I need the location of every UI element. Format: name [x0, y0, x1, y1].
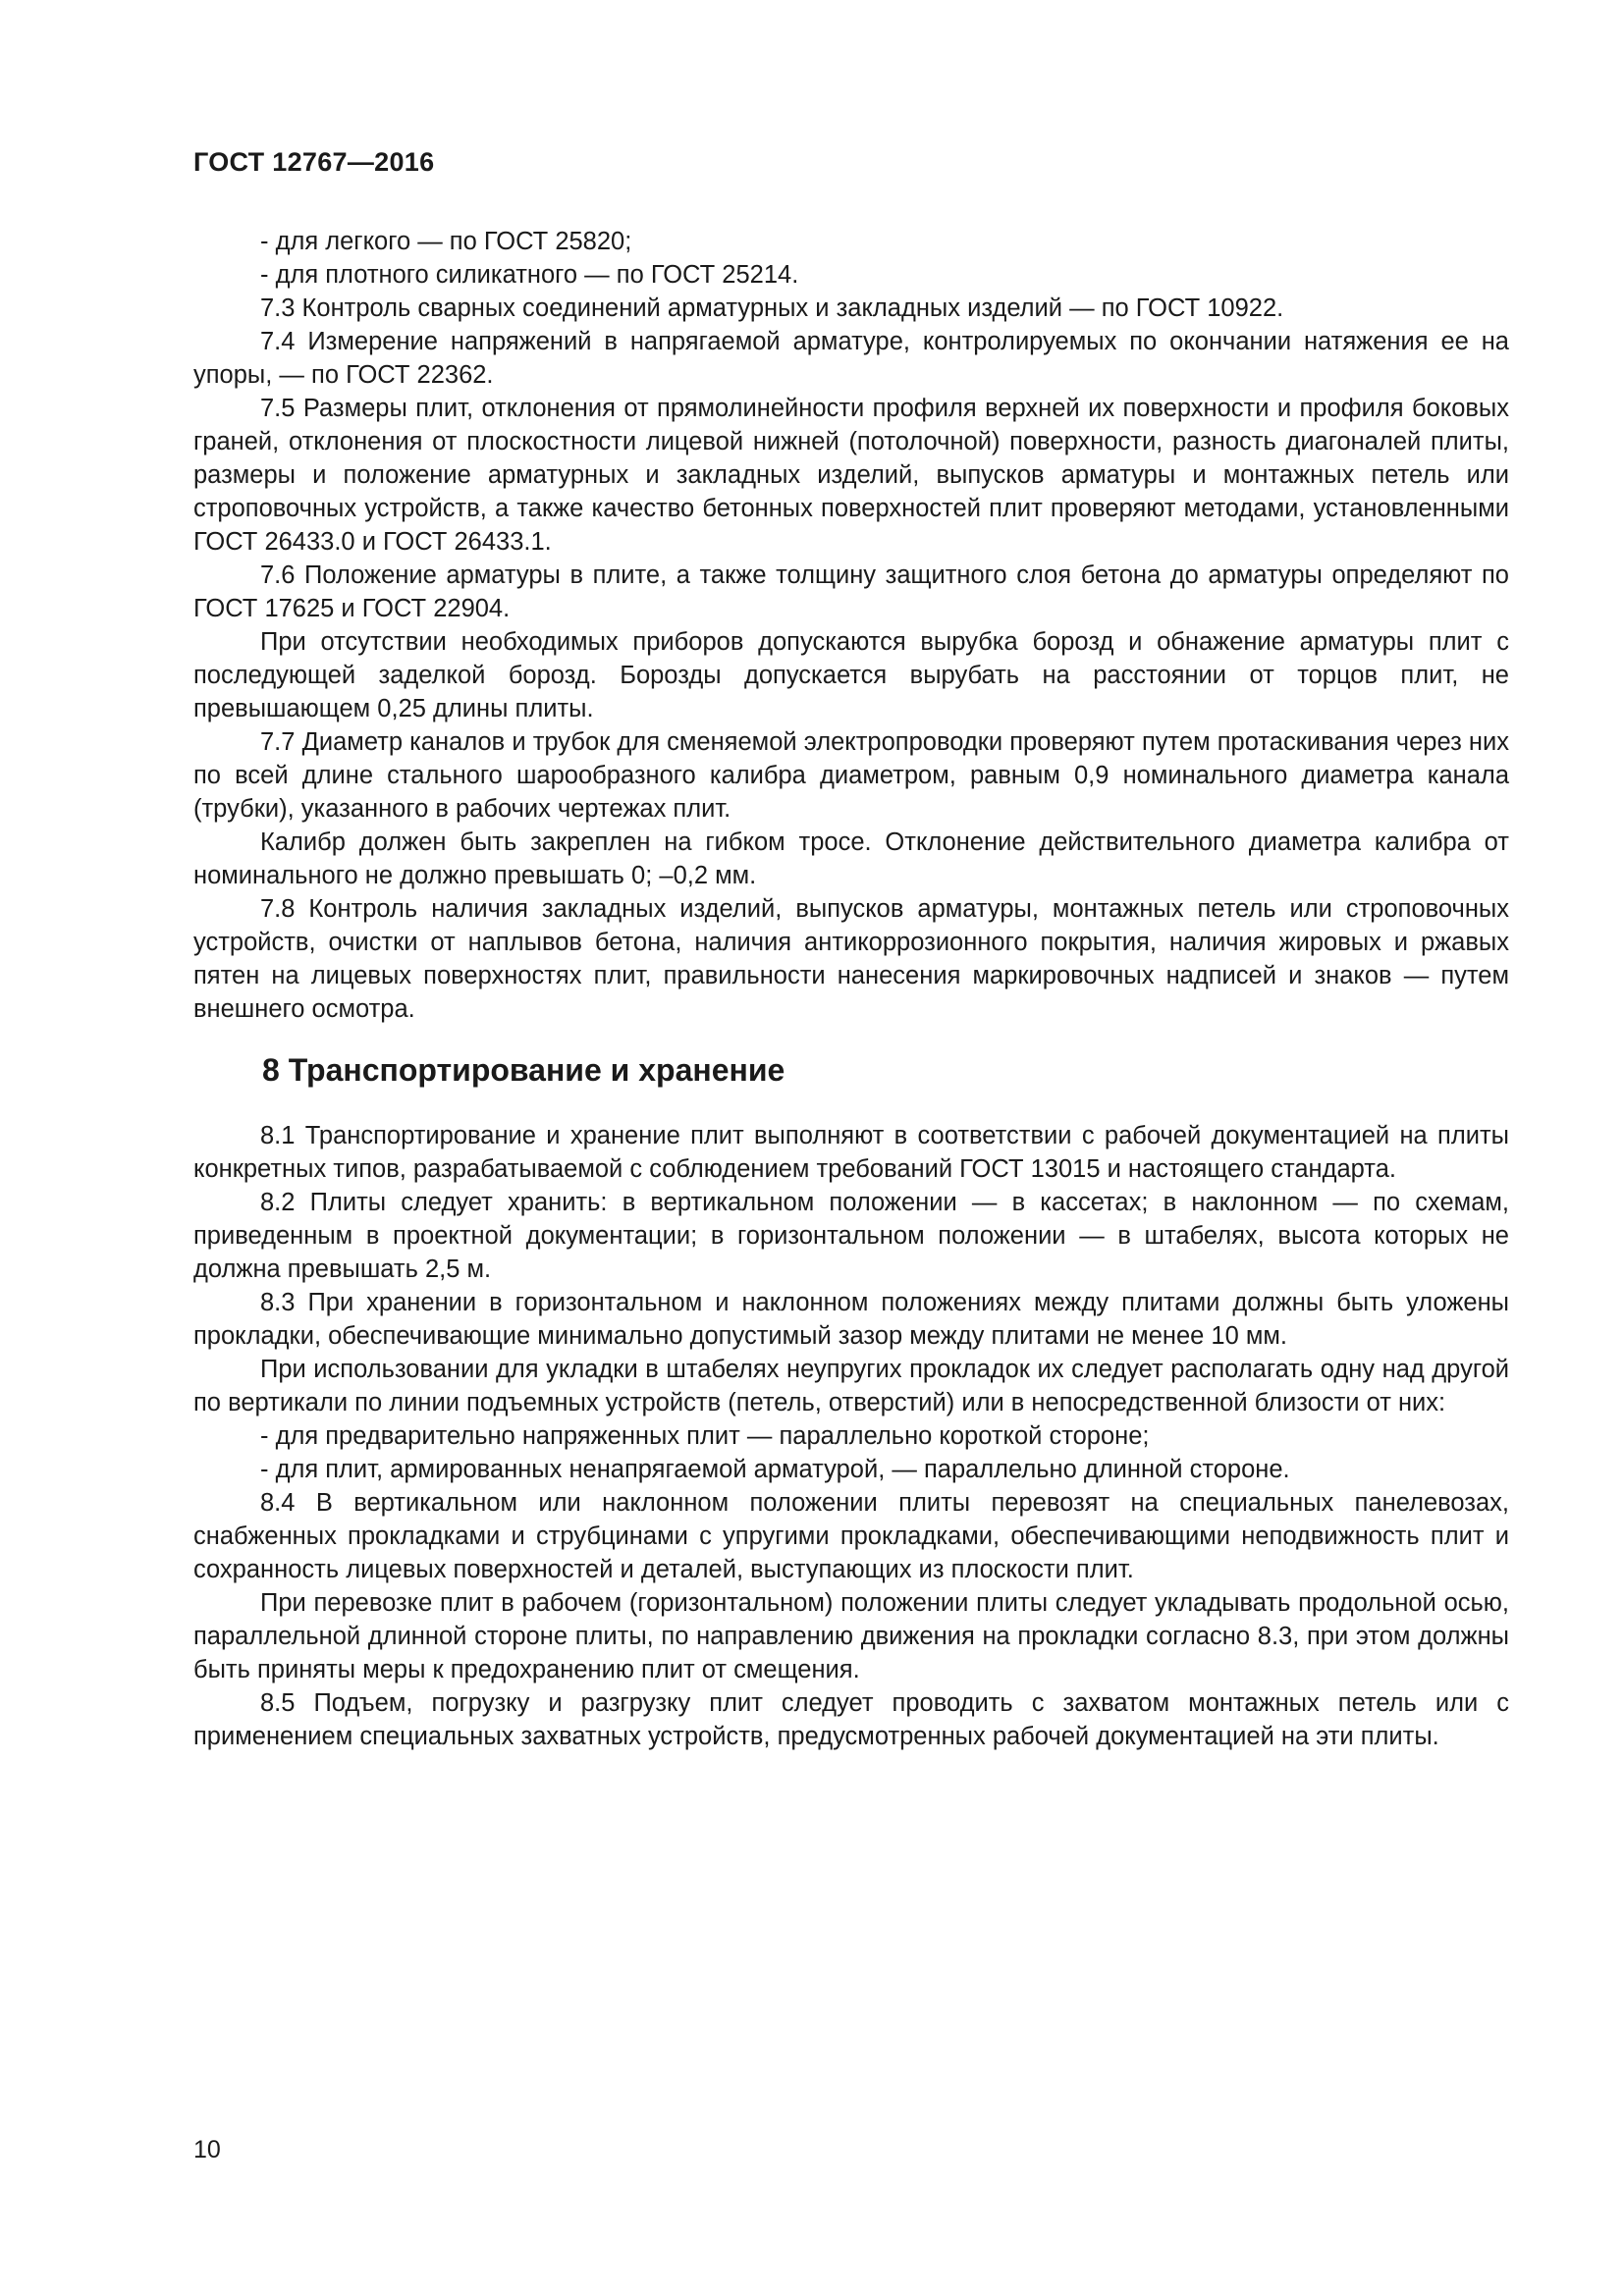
page-number: 10 [193, 2136, 221, 2163]
paragraph: 7.7 Диаметр каналов и трубок для сменяемой электропроводки проверяют путем протаскивания через них по всей длине стального шарообразного калибра диаметром, равным 0,9 номинального диаметра канала (трубки), указанного в рабочих чертежах плит. [193, 728, 1509, 823]
paragraph: - для предварительно напряженных плит — параллельно короткой стороне; [260, 1422, 1150, 1450]
paragraph: 8.1 Транспортирование и хранение плит выполняют в соответствии с рабочей документацией на плиты конкретных типов, разрабатываемой с соблюдением требований ГОСТ 13015 и настоящего стандарта. [193, 1122, 1509, 1183]
paragraph: 7.8 Контроль наличия закладных изделий, выпусков арматуры, монтажных петель или строповочных устройств, очистки от наплывов бетона, наличия антикоррозионного покрытия, наличия жировых и ржавых пятен на лицевых поверхностях плит, правильности нанесения маркировочных надписей и знаков — путем внешнего осмотра. [193, 895, 1509, 1023]
paragraph: 7.3 Контроль сварных соединений арматурных и закладных изделий — по ГОСТ 10922. [260, 294, 1284, 322]
paragraph: 8.3 При хранении в горизонтальном и наклонном положениях между плитами должны быть уложены прокладки, обеспечивающие минимально допустимый зазор между плитами не менее 10 мм. [193, 1289, 1509, 1350]
paragraph: 8.5 Подъем, погрузку и разгрузку плит следует проводить с захватом монтажных петель или с применением специальных захватных устройств, предусмотренных рабочей документацией на эти плиты. [193, 1689, 1509, 1750]
paragraph: 7.4 Измерение напряжений в напрягаемой арматуре, контролируемых по окончании натяжения ее на упоры, — по ГОСТ 22362. [193, 328, 1509, 389]
paragraph: При перевозке плит в рабочем (горизонтальном) положении плиты следует укладывать продольной осью, параллельной длинной стороне плиты, по направлению движения на прокладки согласно 8.3, при этом должны быть приняты меры к предохранению плит от смещения. [193, 1589, 1509, 1683]
paragraph: - для плит, армированных ненапрягаемой арматурой, — параллельно длинной стороне. [260, 1456, 1290, 1483]
section-8-heading: 8 Транспортирование и хранение [262, 1052, 785, 1088]
document-code-header: ГОСТ 12767—2016 [193, 147, 435, 177]
paragraph: Калибр должен быть закреплен на гибком тросе. Отклонение действительного диаметра калибра от номинального не должно превышать 0; –0,2 мм. [193, 828, 1509, 889]
paragraph: 8.2 Плиты следует хранить: в вертикальном положении — в кассетах; в наклонном — по схемам, приведенным в проектной документации; в горизонтальном положении — в штабелях, высота которых не должна превышать 2,5 м. [193, 1189, 1509, 1283]
paragraph: 7.6 Положение арматуры в плите, а также толщину защитного слоя бетона до арматуры определяют по ГОСТ 17625 и ГОСТ 22904. [193, 561, 1509, 622]
paragraph: - для легкого — по ГОСТ 25820; [260, 228, 632, 255]
paragraph: 8.4 В вертикальном или наклонном положении плиты перевозят на специальных панелевозах, снабженных прокладками и струбцинами с упругими прокладками, обеспечивающими неподвижность плит и сохранность лицевых поверхностей и деталей, выступающих из плоскости плит. [193, 1489, 1509, 1583]
section-8-body [193, 1119, 1509, 1753]
paragraph: 7.5 Размеры плит, отклонения от прямолинейности профиля верхней их поверхности и профиля боковых граней, отклонения от плоскостности лицевой нижней (потолочной) поверхности, разность диагоналей плиты, размеры и положение арматурных и закладных изделий, выпусков арматуры и монтажных петель или строповочных устройств, а также качество бетонных поверхностей плит проверяют методами, установленными ГОСТ 26433.0 и ГОСТ 26433.1. [193, 395, 1509, 556]
paragraph: - для плотного силикатного — по ГОСТ 25214. [260, 261, 799, 289]
paragraph: При отсутствии необходимых приборов допускаются вырубка борозд и обнажение арматуры плит с последующей заделкой борозд. Борозды допускается вырубать на расстоянии от торцов плит, не превышающем 0,25 длины плиты. [193, 628, 1509, 722]
paragraph: При использовании для укладки в штабелях неупругих прокладок их следует располагать одну над другой по вертикали по линии подъемных устройств (петель, отверстий) или в непосредственной близости от них: [193, 1356, 1509, 1416]
section-7-continuation [193, 225, 1509, 1026]
